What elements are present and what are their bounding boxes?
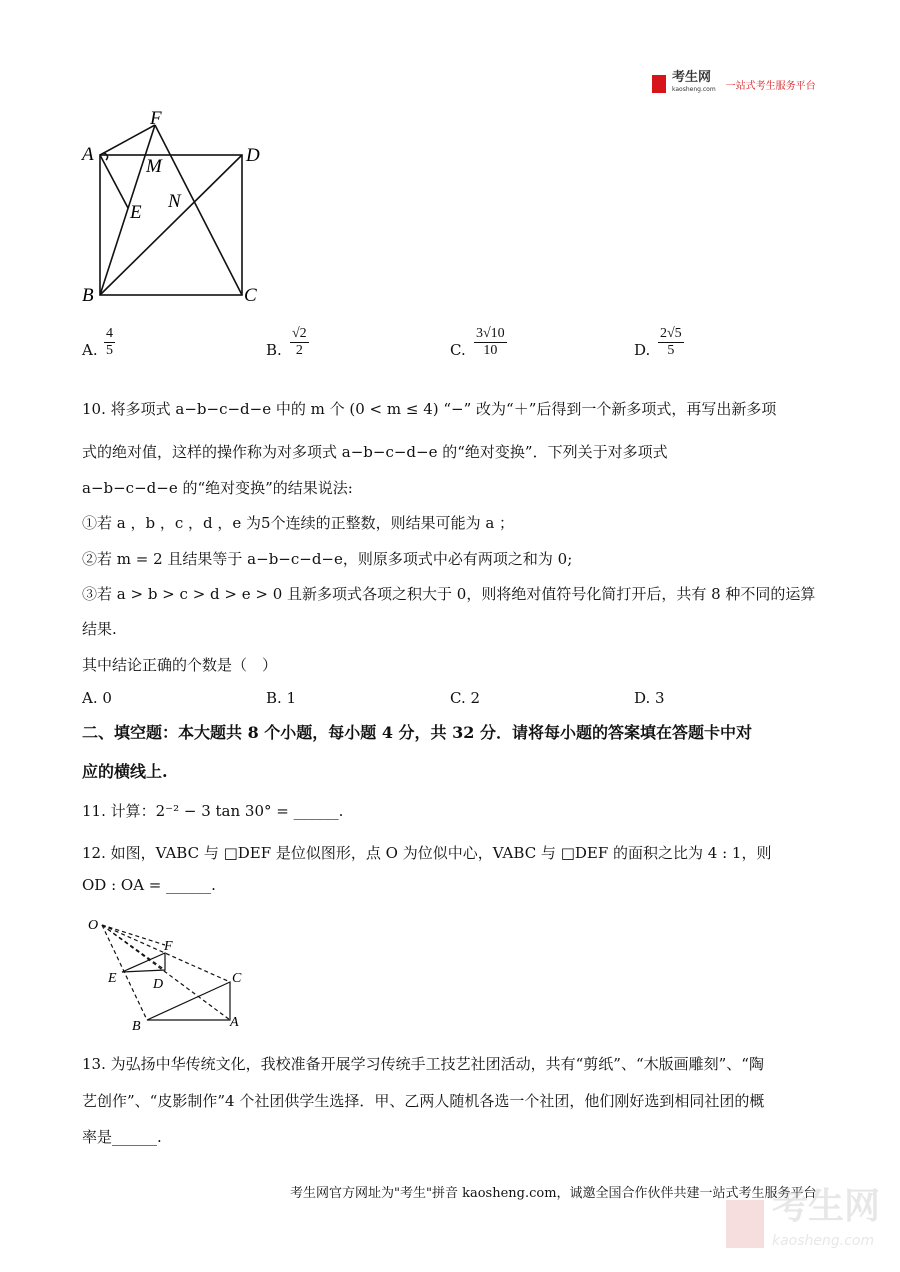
q13-line3: 率是______. xyxy=(82,1128,162,1146)
option-c-label: C. xyxy=(450,341,466,359)
label-c: C xyxy=(244,285,257,306)
line-bd xyxy=(100,155,242,295)
label-m: M xyxy=(146,156,162,177)
header-logo xyxy=(652,72,816,96)
q10-prompt: 其中结论正确的个数是（ ） xyxy=(82,656,278,674)
homothety-figure xyxy=(0,900,270,1040)
q10-option-c: C. 2 xyxy=(450,689,481,707)
logo-icon xyxy=(652,75,666,93)
q10-statement-1: ①若 a ，b ，c ，d ，e 为5个连续的正整数，则结果可能为 a ； xyxy=(82,514,515,532)
section2-heading-cont: 应的横线上. xyxy=(82,762,168,781)
option-d-value: $\frac{2√5}{5}$ xyxy=(660,326,682,358)
label-d: D xyxy=(246,145,260,166)
watermark-domain: kaosheng.com xyxy=(771,1233,875,1249)
label-d: D xyxy=(153,977,164,992)
q10-line1: 10. 将多项式 a−b−c−d−e 中的 m 个 (0 < m ≤ 4) “−” 改为“＋”后得到一个新多项式，再写出新多项 xyxy=(82,400,777,418)
q10-option-d: D. 3 xyxy=(634,689,665,707)
logo-domain: kaosheng.com xyxy=(672,86,716,93)
option-a-label: A. xyxy=(82,341,98,359)
line-ae xyxy=(100,155,128,208)
label-n: N xyxy=(168,191,181,212)
label-e: E xyxy=(108,971,117,986)
label-o: O xyxy=(88,918,99,933)
label-c: C xyxy=(232,971,242,986)
header-slogan: 一站式考生服务平台 xyxy=(725,80,816,92)
label-b: B xyxy=(82,285,94,306)
dash-od xyxy=(102,925,165,970)
square-figure xyxy=(0,0,300,310)
dash-of xyxy=(102,925,165,945)
q10-line3: a−b−c−d−e 的“绝对变换”的结果说法: xyxy=(82,479,353,497)
q10-statement-3-cont: 结果. xyxy=(82,620,117,638)
q13-line2: 艺创作”、“皮影制作”4 个社团供学生选择．甲、乙两人随机各选一个社团，他们刚好选到相同社团的概 xyxy=(82,1092,765,1110)
q10-statement-2: ②若 m = 2 且结果等于 a−b−c−d−e，则原多项式中必有两项之和为 0; xyxy=(82,550,573,568)
q13-line1: 13. 为弘扬中华传统文化，我校准备开展学习传统手工技艺社团活动，共有“剪纸”、“木版画雕刻”、“陶 xyxy=(82,1055,764,1073)
q12-line1: 12. 如图，VABC 与 □DEF 是位似图形，点 O 为位似中心，VABC 与 □DEF 的面积之比为 4 : 1，则 xyxy=(82,844,772,862)
label-e: E xyxy=(130,202,142,223)
footer-text: 考生网官方网址为"考生"拼音 kaosheng.com，诚邀全国合作伙伴共建一站式考生服务平台 xyxy=(290,1186,817,1201)
watermark xyxy=(726,1186,880,1258)
option-d-label: D. xyxy=(634,341,651,359)
section2-heading: 二、填空题：本大题共 8 个小题，每小题 4 分，共 32 分．请将每小题的答案填在答题卡中对 xyxy=(82,723,752,742)
watermark-logo-icon xyxy=(726,1200,764,1248)
watermark-name: 考生网 xyxy=(771,1186,880,1227)
q12-line2: OD : OA = ______. xyxy=(82,876,216,894)
option-b-label: B. xyxy=(266,341,282,359)
label-b: B xyxy=(132,1019,141,1034)
q11: 11. 计算：2⁻² − 3 tan 30° = ______. xyxy=(82,802,344,820)
option-a-value: $\frac{4}{5}$ xyxy=(106,326,113,358)
option-b-value: $\frac{√2}{2}$ xyxy=(292,326,307,358)
q10-line2: 式的绝对值，这样的操作称为对多项式 a−b−c−d−e 的“绝对变换”．下列关于对多项式 xyxy=(82,443,668,461)
q10-option-b: B. 1 xyxy=(266,689,297,707)
option-c-value: $\frac{3√10}{10}$ xyxy=(476,326,505,358)
logo-name: 考生网 xyxy=(672,70,712,85)
q10-statement-3: ③若 a > b > c > d > e > 0 且新多项式各项之积大于 0，则将绝对值符号化简打开后，共有 8 种不同的运算 xyxy=(82,585,816,603)
label-a: A xyxy=(82,144,94,165)
angle-mark xyxy=(104,153,108,160)
label-a: A xyxy=(230,1015,239,1030)
q10-option-a: A. 0 xyxy=(82,689,112,707)
label-f: F xyxy=(164,939,173,954)
label-f: F xyxy=(150,108,162,129)
